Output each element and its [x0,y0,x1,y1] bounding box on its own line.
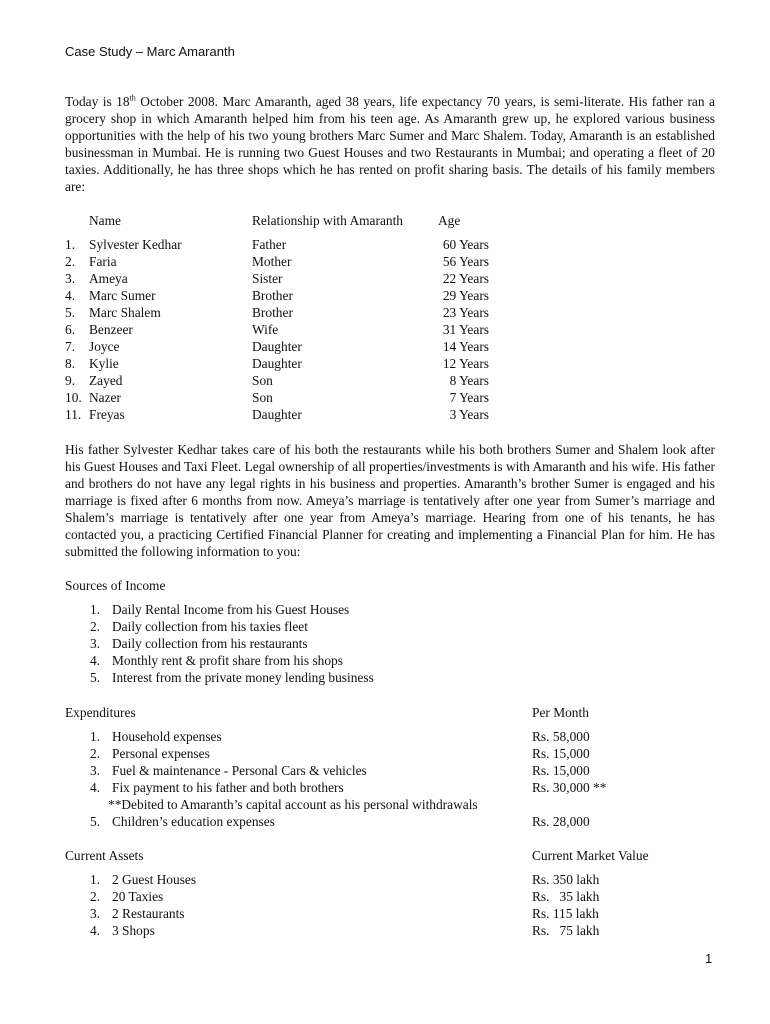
page-header: Case Study – Marc Amaranth [65,44,235,59]
member-relationship: Mother [252,254,292,269]
family-row [0,372,770,389]
family-row [0,270,770,287]
item-amount: Rs. 115 lakh [532,906,599,921]
member-age: 3 Years [449,407,489,422]
row-number: 6. [65,322,76,337]
item-amount: Rs. 58,000 [532,729,590,744]
list-item [0,779,770,796]
item-number: 4. [89,653,100,668]
item-text: 2 Restaurants [112,906,185,921]
list-item [0,888,770,905]
member-relationship: Daughter [252,339,302,354]
member-name: Sylvester Kedhar [89,237,182,252]
item-text: Household expenses [112,729,222,744]
member-name: Kylie [89,356,119,371]
item-number: 4. [89,923,100,938]
list-item [0,601,770,618]
list-item [0,652,770,669]
member-name: Faria [89,254,117,269]
row-number: 1. [65,237,76,252]
item-text: Daily Rental Income from his Guest Houses [112,602,350,617]
column-age-header: Age [438,213,461,228]
list-item [0,922,770,939]
per-month-column-header: Per Month [532,705,589,720]
list-item [0,635,770,652]
intro-superscript: th [129,93,136,103]
item-number: 1. [89,602,100,617]
item-text: Personal expenses [112,746,210,761]
member-name: Freyas [89,407,125,422]
item-amount: Rs. 15,000 [532,763,590,778]
item-number: 3. [89,763,100,778]
row-number: 10. [65,390,82,405]
list-item [0,728,770,745]
list-item [0,762,770,779]
item-number: 4. [89,780,100,795]
row-number: 7. [65,339,76,354]
list-item [0,745,770,762]
column-relationship-header: Relationship with Amaranth [252,213,403,228]
item-text: Fix payment to his father and both brothers [112,780,344,795]
member-relationship: Son [252,390,273,405]
page-number: 1 [705,951,713,966]
item-amount: Rs. 15,000 [532,746,590,761]
family-row [0,287,770,304]
family-row [0,253,770,270]
member-age: 23 Years [442,305,489,320]
member-name: Marc Shalem [89,305,161,320]
row-number: 2. [65,254,76,269]
intro-text-start: Today is 18 [65,94,130,109]
row-number: 5. [65,305,76,320]
member-age: 7 Years [449,390,489,405]
member-age: 14 Years [442,339,489,354]
list-item [0,813,770,830]
footnote-row [0,796,770,813]
item-number: 5. [89,814,100,829]
item-number: 3. [89,906,100,921]
item-text: 20 Taxies [112,889,164,904]
member-age: 60 Years [442,237,489,252]
family-row [0,321,770,338]
member-age: 22 Years [442,271,489,286]
row-number: 8. [65,356,76,371]
member-name: Ameya [89,271,128,286]
item-amount: Rs. 30,000 ** [532,780,607,795]
member-relationship: Daughter [252,356,302,371]
item-amount: Rs. 350 lakh [532,872,600,887]
item-amount: Rs. 28,000 [532,814,590,829]
list-item [0,871,770,888]
member-relationship: Daughter [252,407,302,422]
withdrawal-footnote: **Debited to Amaranth’s capital account as his personal withdrawals [108,797,478,812]
member-relationship: Father [252,237,287,252]
member-age: 8 Years [449,373,489,388]
family-row [0,304,770,321]
family-row [0,406,770,423]
member-relationship: Brother [252,305,293,320]
member-age: 56 Years [442,254,489,269]
income-section-title: Sources of Income [65,578,166,593]
intro-text-rest: October 2008. Marc Amaranth, aged 38 years, life expectancy 70 years, is semi-literate. His father ran a grocery shop in which Amaranth helped him from his teen age. As Amaranth grew up, he explored various business opportunities with the help of his two young brothers Marc Sumer and Marc Shalem. Today, Amaranth is an established businessman in Mumbai. He is running two Guest Houses and two Restaurants in Mumbai; and operating a fleet of 20 taxies. Additionally, he has three shops which he has rented on profit sharing basis. The details of his family members are: [65,94,715,194]
family-row [0,236,770,253]
item-number: 1. [89,729,100,744]
item-text: Daily collection from his taxies fleet [112,619,308,634]
row-number: 4. [65,288,76,303]
member-age: 12 Years [442,356,489,371]
item-text: 3 Shops [112,923,155,938]
member-age: 31 Years [442,322,489,337]
member-age: 29 Years [442,288,489,303]
row-number: 9. [65,373,76,388]
situation-paragraph: His father Sylvester Kedhar takes care of his both the restaurants while his both brothers Sumer and Shalem look after his Guest Houses and Taxi Fleet. Legal ownership of all properties/investments is with Amaranth and his wife. His father and brothers do not have any legal rights in his business and properties. Amaranth’s brother Sumer is engaged and his marriage is fixed after 6 months from now. Ameya’s marriage is tentatively after one year from Sumer’s marriage and Shalem’s marriage is tentatively after one year from Ameya’s marriage. Hearing from one of his tenants, he has contacted you, a practicing Certified Financial Planner for creating and implementing a Financial Plan for him. He has submitted the following information to you: [65,442,715,559]
family-row [0,355,770,372]
item-text: Children’s education expenses [112,814,275,829]
row-number: 3. [65,271,76,286]
item-number: 5. [89,670,100,685]
column-name-header: Name [89,213,121,228]
intro-paragraph [65,93,715,195]
member-relationship: Brother [252,288,293,303]
family-row [0,338,770,355]
item-amount: Rs. 35 lakh [532,889,600,904]
item-number: 3. [89,636,100,651]
member-name: Marc Sumer [89,288,156,303]
item-text: Daily collection from his restaurants [112,636,308,651]
member-name: Joyce [89,339,120,354]
row-number: 11. [65,407,82,422]
member-relationship: Sister [252,271,283,286]
list-item [0,905,770,922]
item-number: 2. [89,619,100,634]
member-relationship: Son [252,373,273,388]
item-text: Fuel & maintenance - Personal Cars & vehicles [112,763,367,778]
assets-section-title: Current Assets [65,848,144,863]
member-name: Nazer [89,390,121,405]
list-item [0,618,770,635]
member-name: Benzeer [89,322,133,337]
list-item [0,669,770,686]
family-row [0,389,770,406]
item-amount: Rs. 75 lakh [532,923,600,938]
member-relationship: Wife [252,322,279,337]
item-text: Monthly rent & profit share from his shops [112,653,343,668]
member-name: Zayed [89,373,123,388]
item-text: Interest from the private money lending business [112,670,374,685]
market-value-column-header: Current Market Value [532,848,649,863]
expenditures-section-title: Expenditures [65,705,136,720]
item-number: 2. [89,889,100,904]
item-number: 2. [89,746,100,761]
item-text: 2 Guest Houses [112,872,197,887]
item-number: 1. [89,872,100,887]
